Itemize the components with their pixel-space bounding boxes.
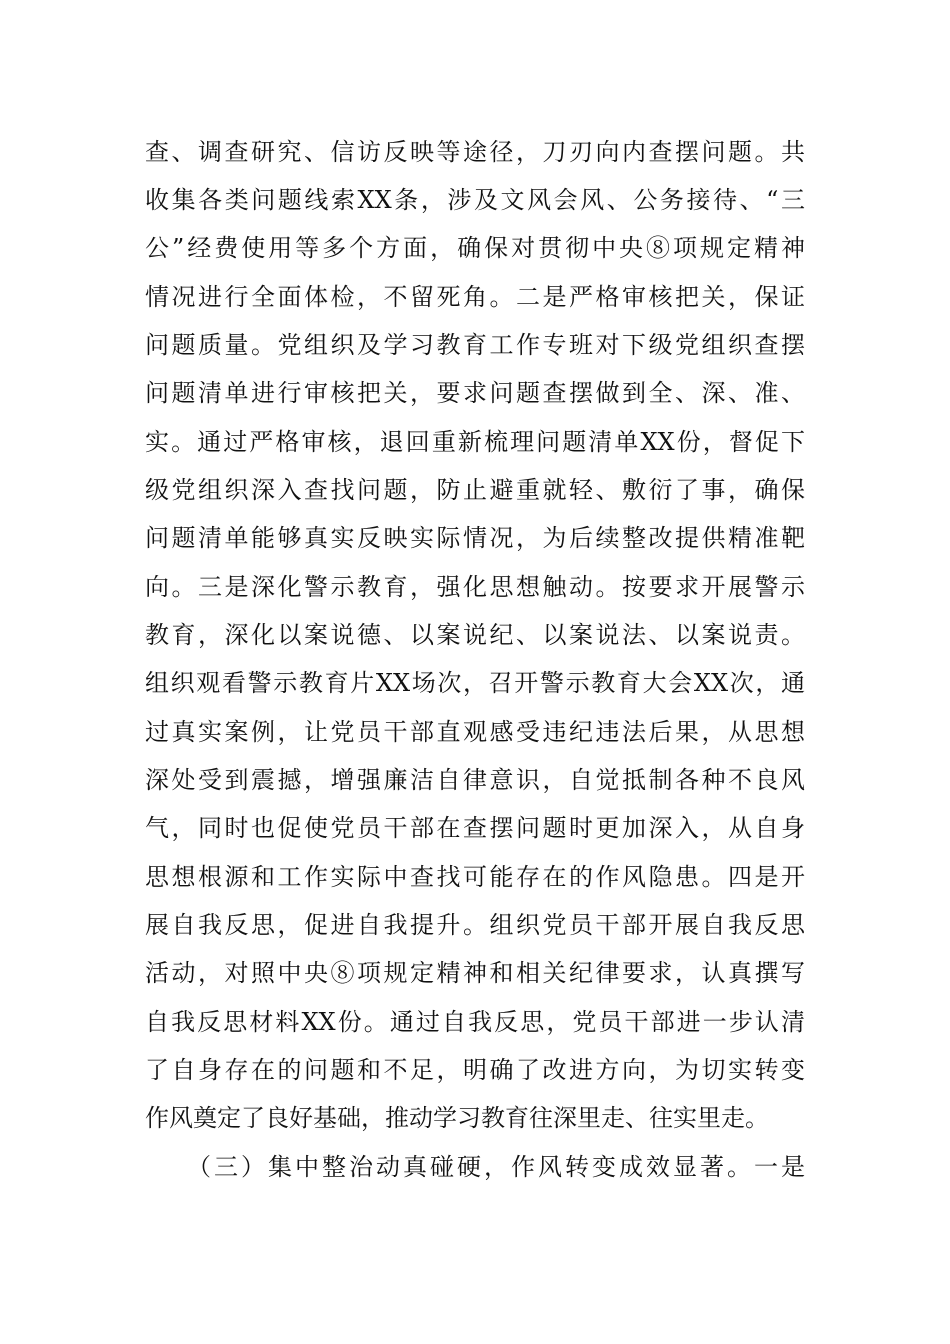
- text-line: 活动，对照中央⑧项规定精神和相关纪律要求，认真撰写: [145, 959, 805, 987]
- text-line: 自我反思材料XX份。通过自我反思，党员干部进一步认清: [145, 1008, 805, 1036]
- text-line: 向。三是深化警示教育，强化思想触动。按要求开展警示: [145, 573, 805, 601]
- text-line: 实。通过严格审核，退回重新梳理问题清单XX份，督促下: [145, 428, 805, 456]
- text-line: 问题清单能够真实反映实际情况，为后续整改提供精准靶: [145, 524, 805, 552]
- paragraph-end-line: 作风奠定了良好基础，推动学习教育往深里走、往实里走。: [145, 1104, 769, 1132]
- text-line: 组织观看警示教育片XX场次，召开警示教育大会XX次，通: [145, 669, 805, 697]
- text-line: 思想根源和工作实际中查找可能存在的作风隐患。四是开: [145, 863, 805, 891]
- text-line: 过真实案例，让党员干部直观感受违纪违法后果，从思想: [145, 718, 805, 746]
- text-line: 教育，深化以案说德、以案说纪、以案说法、以案说责。: [145, 621, 805, 649]
- text-line: 问题质量。党组织及学习教育工作专班对下级党组织查摆: [145, 331, 805, 359]
- text-line: 公”经费使用等多个方面，确保对贯彻中央⑧项规定精神: [145, 234, 805, 262]
- text-line: 级党组织深入查找问题，防止避重就轻、敷衍了事，确保: [145, 476, 805, 504]
- text-line: 展自我反思，促进自我提升。组织党员干部开展自我反思: [145, 911, 805, 939]
- text-line: 查、调查研究、信访反映等途径，刀刃向内查摆问题。共: [145, 138, 805, 166]
- text-line: 问题清单进行审核把关，要求问题查摆做到全、深、准、: [145, 379, 805, 407]
- section-heading-line: （三）集中整治动真碰硬，作风转变成效显著。一是: [145, 1153, 805, 1181]
- text-line: 了自身存在的问题和不足，明确了改进方向，为切实转变: [145, 1056, 805, 1084]
- text-line: 情况进行全面体检，不留死角。二是严格审核把关，保证: [145, 283, 805, 311]
- text-line: 深处受到震撼，增强廉洁自律意识，自觉抵制各种不良风: [145, 766, 805, 794]
- text-line: 气，同时也促使党员干部在查摆问题时更加深入，从自身: [145, 814, 805, 842]
- text-line: 收集各类问题线索XX条，涉及文风会风、公务接待、“三: [145, 186, 805, 214]
